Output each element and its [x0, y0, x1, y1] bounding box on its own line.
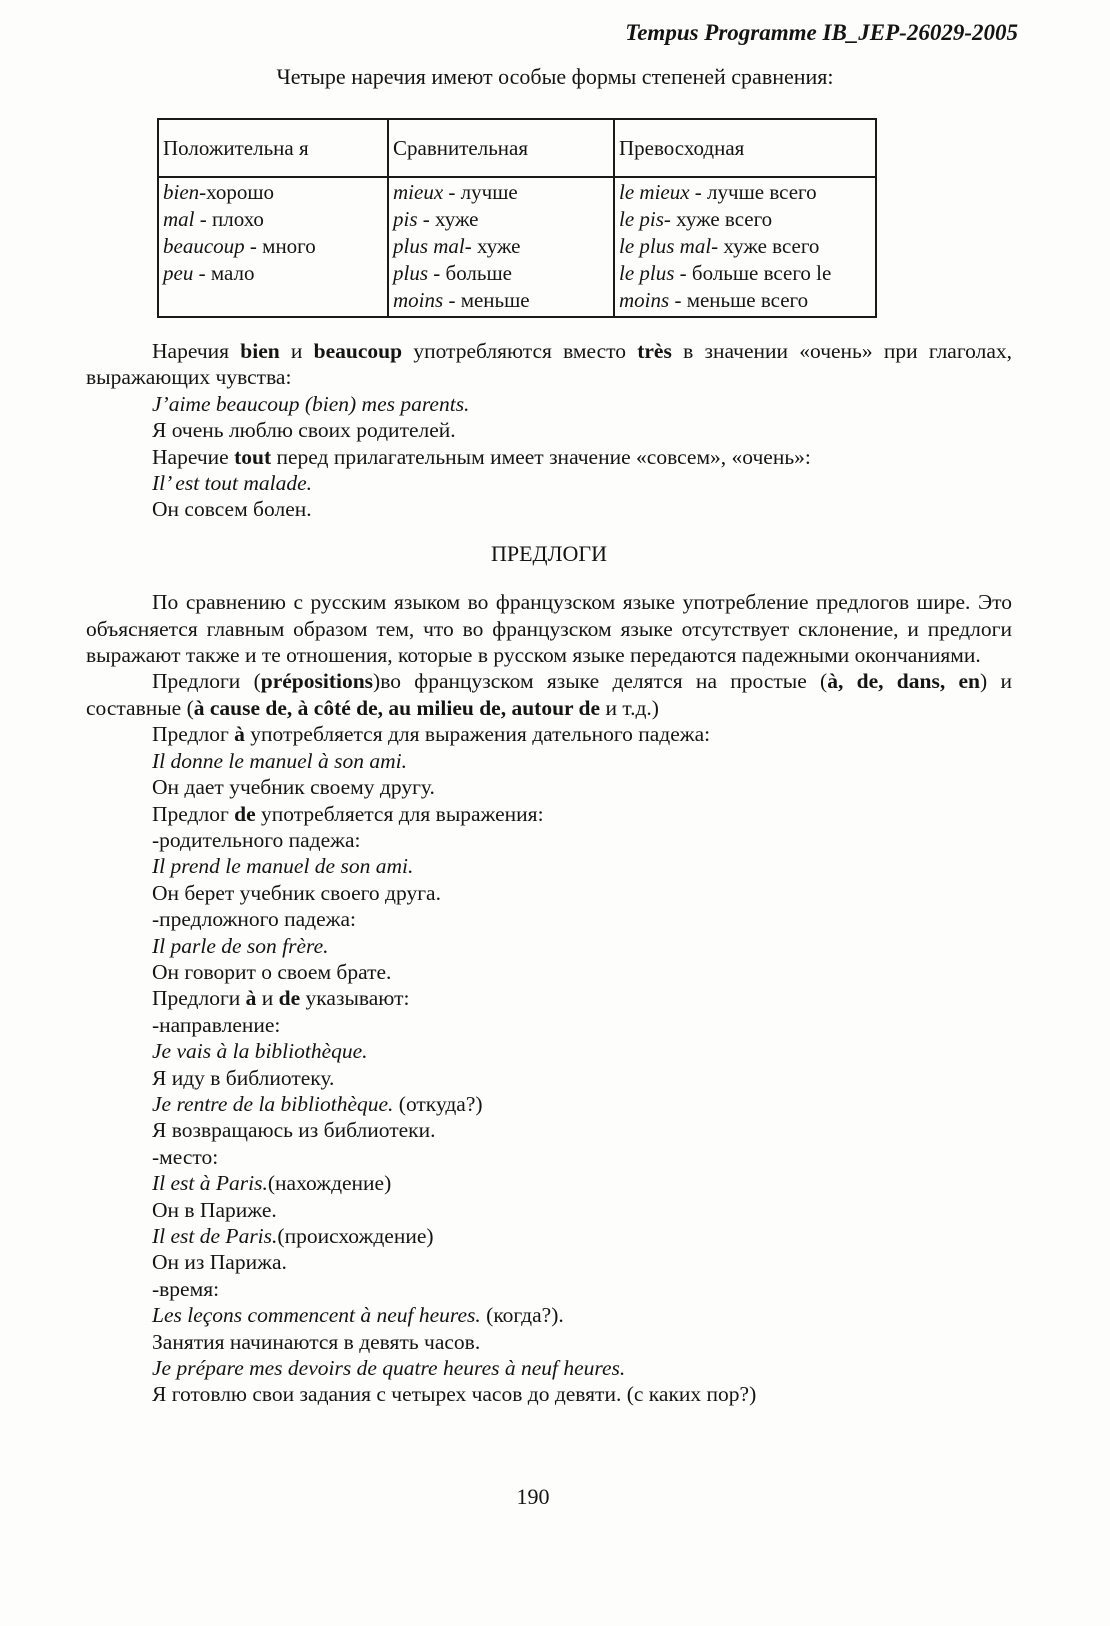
comparative-cell — [388, 177, 614, 317]
table-entry: plus - больше — [393, 261, 512, 285]
table-header-row — [158, 119, 876, 177]
example-french: Il est à Paris.(нахождение) — [152, 1171, 392, 1196]
table-entry: peu - мало — [163, 261, 255, 285]
comparison-table — [157, 118, 877, 318]
sub-label: -место: — [152, 1144, 219, 1169]
section-title: ПРЕДЛОГИ — [491, 540, 607, 566]
example-russian: Занятия начинаются в девять часов. — [152, 1329, 481, 1354]
rule-line: Предлог de употребляется для выражения: — [152, 801, 544, 826]
example-french: Il parle de son frère. — [152, 933, 329, 958]
table-entry: le mieux - лучше всего — [619, 180, 817, 204]
example-french: Je prépare mes devoirs de quatre heures à neuf heures. — [152, 1356, 626, 1381]
example-russian: Я готовлю свои задания с четырех часов до девяти. (с каких пор?) — [152, 1382, 757, 1407]
example-french: Je rentre de la bibliothèque. (откуда?) — [152, 1091, 483, 1116]
rule-line: Предлог à употребляется для выражения дательного падежа: — [152, 722, 711, 747]
table-body-row — [158, 177, 876, 317]
example-french: Il est de Paris.(происхождение) — [152, 1224, 434, 1248]
example-russian: Он берет учебник своего друга. — [152, 880, 441, 905]
running-head: Tempus Programme IB_JEP-26029-2005 — [625, 20, 1018, 45]
table-entry: le plus mal- хуже всего — [619, 234, 820, 258]
example-russian: Он дает учебник своему другу. — [152, 775, 435, 800]
example-russian: Я очень люблю своих родителей. — [152, 418, 456, 443]
paragraph-adverbs: Наречия bien и beaucoup употребляются вместо très в значении «очень» при глаголах, выражающих чувства: — [86, 339, 1012, 390]
table-entry: mal - плохо — [163, 207, 264, 231]
rule-line: Предлоги à и de указывают: — [152, 986, 410, 1011]
sub-label: -предложного падежа: — [152, 907, 356, 932]
table-entry: bien-хорошо — [163, 180, 275, 204]
superlative-cell — [614, 177, 876, 317]
example-russian: Он из Парижа. — [152, 1250, 287, 1275]
example-russian: Он совсем болен. — [152, 497, 312, 522]
table-entry: beaucoup - много — [163, 234, 316, 258]
example-french: Il prend le manuel de son ami. — [152, 854, 414, 879]
sub-label: -время: — [152, 1276, 220, 1301]
sub-label: -направление: — [152, 1012, 281, 1037]
page-number: 190 — [516, 1484, 550, 1509]
example-french: J’aime beaucoup (bien) mes parents. — [152, 391, 470, 416]
header-superlative: Превосходная — [614, 119, 876, 177]
table-caption: Четыре наречия имеют особые формы степеней сравнения: — [276, 64, 834, 89]
table-entry: le pis- хуже всего — [619, 207, 773, 231]
table-entry: moins - меньше — [393, 288, 530, 312]
table-entry: plus mal- хуже — [393, 234, 521, 258]
paragraph-prepositions: По сравнению с русским языком во французском языке употребление предлогов шире. Это объясняется главным образом тем, что во французском языке отсутствует склонение, и предлоги выражают также и те отношения, которые в русском языке передаются падежными окончаниями. — [86, 590, 1012, 668]
table-entry: mieux - лучше — [393, 180, 518, 204]
example-french: Les leçons commencent à neuf heures. (когда?). — [152, 1303, 564, 1328]
header-positive: Положительна я — [158, 119, 388, 177]
sub-label: -родительного падежа: — [152, 827, 361, 852]
paragraph-simple-compound: Предлоги (prépositions)во французском языке делятся на простые (à, de, dans, en) и составные (à cause de, à côté de, au milieu de, autour de и т.д.) — [86, 669, 1012, 720]
table-entry: moins - меньше всего — [619, 288, 809, 312]
example-french: Il’ est tout malade. — [152, 471, 313, 496]
body-text — [86, 338, 1012, 1408]
example-russian: Он говорит о своем брате. — [152, 959, 392, 984]
example-russian: Я иду в библиотеку. — [152, 1065, 335, 1090]
table-entry: pis - хуже — [393, 207, 479, 231]
example-french: Il donne le manuel à son ami. — [152, 748, 407, 773]
table-entry: le plus - больше всего le — [619, 261, 832, 285]
example-russian: Я возвращаюсь из библиотеки. — [152, 1118, 436, 1143]
positive-cell — [158, 177, 388, 317]
rule-line: Наречие tout перед прилагательным имеет значение «совсем», «очень»: — [152, 444, 811, 469]
header-comparative: Сравнительная — [388, 119, 614, 177]
example-russian: Он в Париже. — [152, 1197, 277, 1222]
example-french: Je vais à la bibliothèque. — [152, 1039, 368, 1064]
